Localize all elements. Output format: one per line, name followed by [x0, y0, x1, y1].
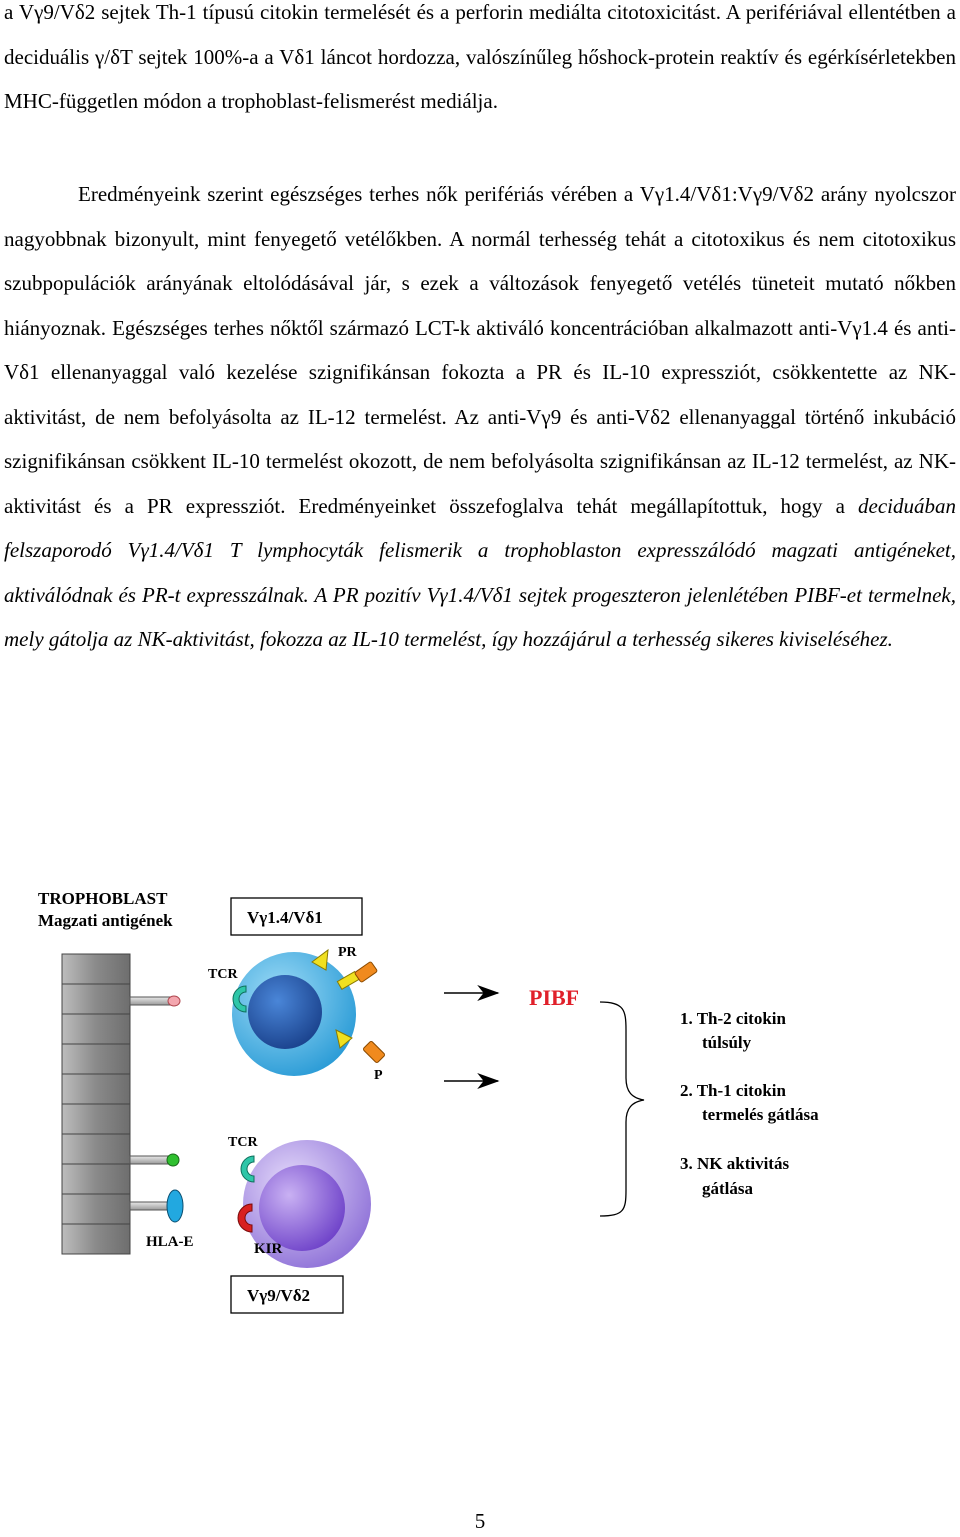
paragraph-2: [4, 172, 956, 662]
paragraph-2-italic: deciduában felszaporodó Vγ1.4/Vδ1 T lymphocyták felismerik a trophoblaston expresszálódó magzati antigéneket, aktiválódnak és PR-t expresszálnak. A PR pozitív Vγ1.4/Vδ1 sejtek progeszteron jelenlétében PIBF-et termelnek, mely gátolja az NK-aktivitást, fokozza az IL-10 termelést, így hozzájárul a terhesség sikeres kiviseléséhez.: [4, 493, 956, 651]
trophoblast-subtitle: Magzati antigének: [38, 911, 173, 930]
cell1-label: Vγ1.4/Vδ1: [247, 908, 323, 927]
effect-2-line1: 2. Th-1 citokin: [680, 1081, 786, 1100]
tcr-label-2: TCR: [228, 1135, 258, 1150]
trophoblast-title: TROPHOBLAST: [38, 889, 168, 908]
paragraph-2-normal: Eredményeink szerint egészséges terhes nők perifériás vérében a Vγ1.4/Vδ1:Vγ9/Vδ2 arány nyolcszor nagyobbnak bizonyult, mint fenyegető vetélőkben. A normál terhesség tehát a citotoxikus és nem citotoxikus szubpopulációk arányának eltolódásával jár, s ezek a változások fenyegető vetélés tüneteit mutató nőkben hiányoznak. Egészséges terhes nőktől származó LCT-k aktiváló koncentrációban alkalmazott anti-Vγ1.4 és anti-Vδ1 ellenanyaggal való kezelése szignifikánsan fokozta a PR és IL-10 expressziót, csökkentette az NK-aktivitást, de nem befolyásolta az IL-12 termelést. Az anti-Vγ9 és anti-Vδ2 ellenanyaggal történő inkubáció szignifikánsan csökkent IL-10 termelést okozott, de nem befolyásolta szignifikánsan az IL-12 termelést, az NK-aktivitást és a PR expressziót. Eredményeinket összefoglalva tehát megállapítottuk, hogy a: [4, 182, 956, 518]
paragraph-1: a Vγ9/Vδ2 sejtek Th-1 típusú citokin termelését és a perforin mediálta citotoxicitást. A perifériával ellentétben a deciduális γ/δT sejtek 100%-a a Vδ1 láncot hordozza, valószínűleg hőshock-protein reaktív és egérkísérletekben MHC-független módon a trophoblast-felismerést mediálja.: [4, 0, 956, 113]
antigen-pink: [130, 996, 180, 1006]
tcr-receptor-2: [241, 1156, 254, 1182]
kir-label: KIR: [254, 1241, 283, 1257]
pibf-label: PIBF: [529, 985, 580, 1010]
trophoblast-column: [62, 954, 130, 1254]
effect-2-line2: termelés gátlása: [702, 1105, 819, 1124]
cell2-label: Vγ9/Vδ2: [247, 1286, 311, 1305]
effect-3-line2: gátlása: [702, 1179, 753, 1198]
hla-e-label: HLA-E: [146, 1234, 194, 1250]
antigen-green: [130, 1154, 179, 1166]
effect-3-line1: 3. NK aktivitás: [680, 1154, 790, 1173]
hla-e-molecule: [130, 1190, 183, 1222]
tcr-label-1: TCR: [208, 967, 238, 982]
page-number: 5: [474, 1509, 486, 1533]
effect-1-line1: 1. Th-2 citokin: [680, 1009, 786, 1028]
effects-brace: [600, 1002, 644, 1216]
progesterone-label: P: [374, 1068, 383, 1083]
progesterone-molecules: [354, 961, 385, 1063]
effect-1-line2: túlsúly: [702, 1033, 752, 1052]
mechanism-diagram: [0, 860, 960, 1320]
pr-label: PR: [338, 945, 357, 960]
cell-vg14-vd1: [232, 952, 356, 1076]
